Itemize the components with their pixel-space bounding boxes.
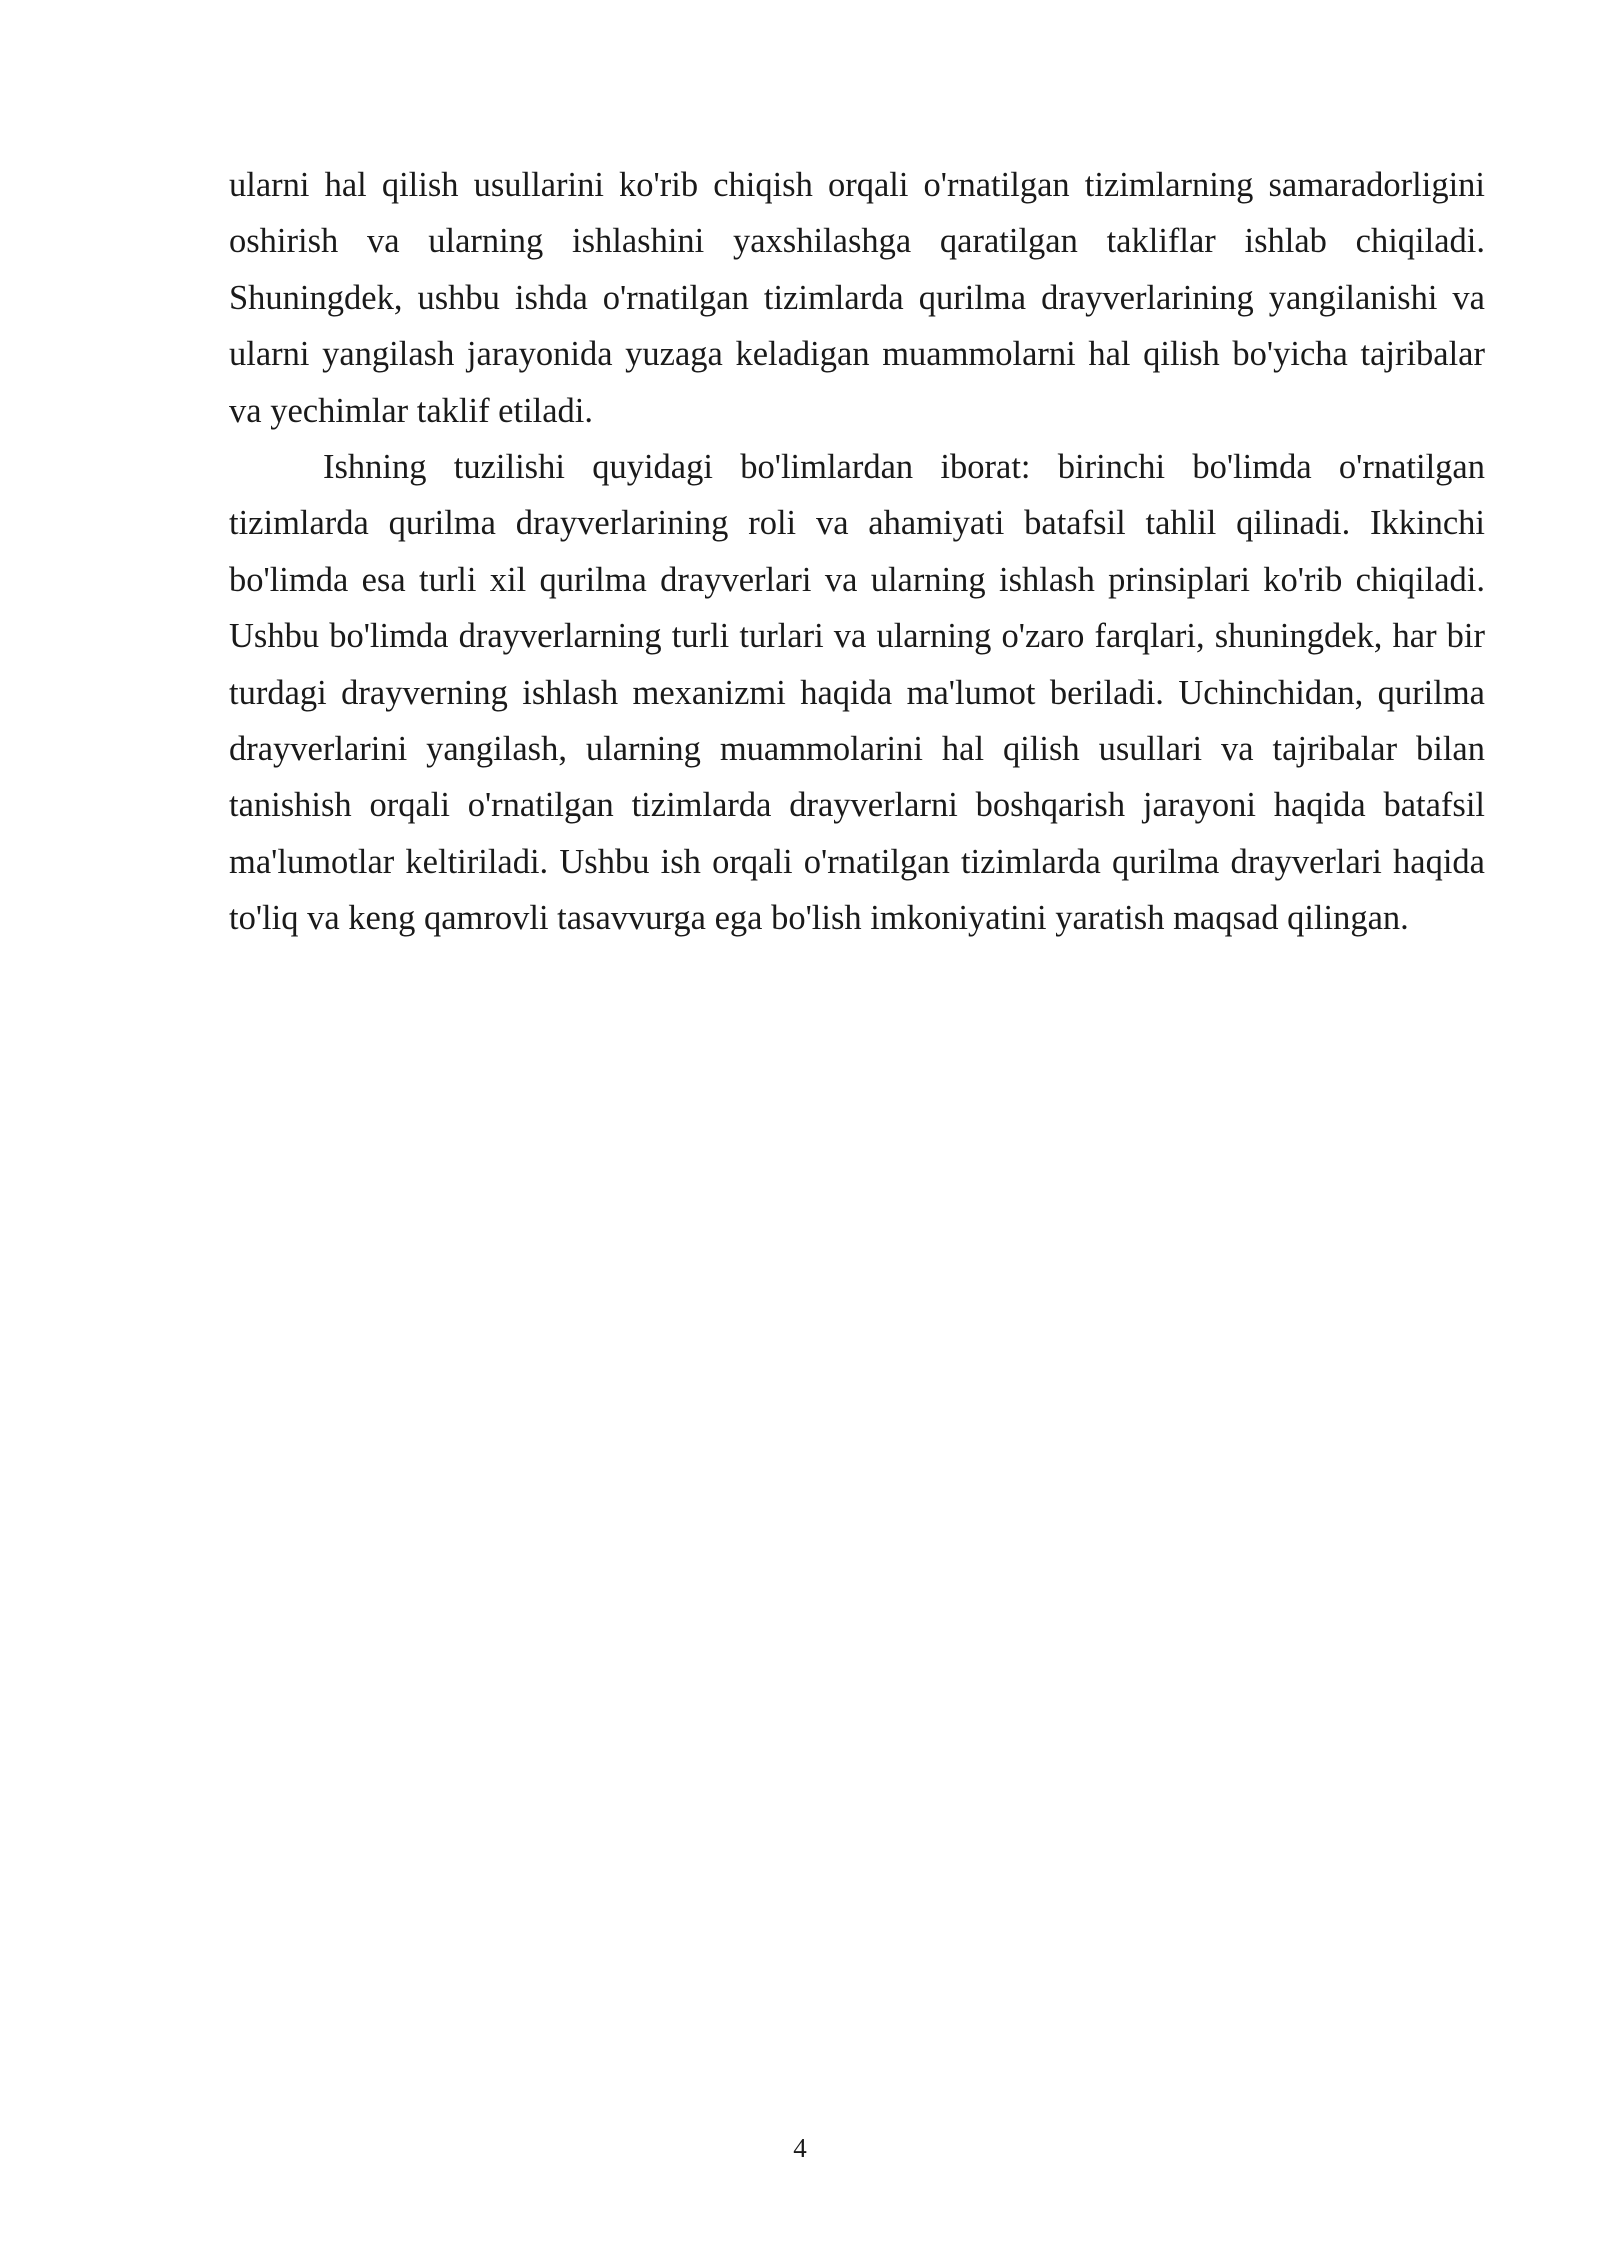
body-text [229, 157, 1485, 947]
page-number: 4 [793, 2133, 807, 2163]
paragraph-continuation: ularni hal qilish usullarini ko'rib chiqish orqali o'rnatilgan tizimlarning samaradorligini oshirish va ularning ishlashini yaxshilashga qaratilgan takliflar ishlab chiqiladi. Shuningdek, ushbu ishda o'rnatilgan tizimlarda qurilma drayverlarining yangilanishi va ularni yangilash jarayonida yuzaga keladigan muammolarni hal qilish bo'yicha tajribalar va yechimlar taklif etiladi. [229, 166, 1485, 430]
paragraph-structure: Ishning tuzilishi quyidagi bo'limlardan iborat: birinchi bo'limda o'rnatilgan tizimlarda qurilma drayverlarining roli va ahamiyati batafsil tahlil qilinadi. Ikkinchi bo'limda esa turli xil qurilma drayverlari va ularning ishlash prinsiplari ko'rib chiqiladi. Ushbu bo'limda drayverlarning turli turlari va ularning o'zaro farqlari, shuningdek, har bir turdagi drayverning ishlash mexanizmi haqida ma'lumot beriladi. Uchinchidan, qurilma drayverlarini yangilash, ularning muammolarini hal qilish usullari va tajribalar bilan tanishish orqali o'rnatilgan tizimlarda drayverlarni boshqarish jarayoni haqida batafsil ma'lumotlar keltiriladi. Ushbu ish orqali o'rnatilgan tizimlarda qurilma drayverlari haqida to'liq va keng qamrovli tasavvurga ega bo'lish imkoniyatini yaratish maqsad qilingan. [229, 448, 1485, 938]
